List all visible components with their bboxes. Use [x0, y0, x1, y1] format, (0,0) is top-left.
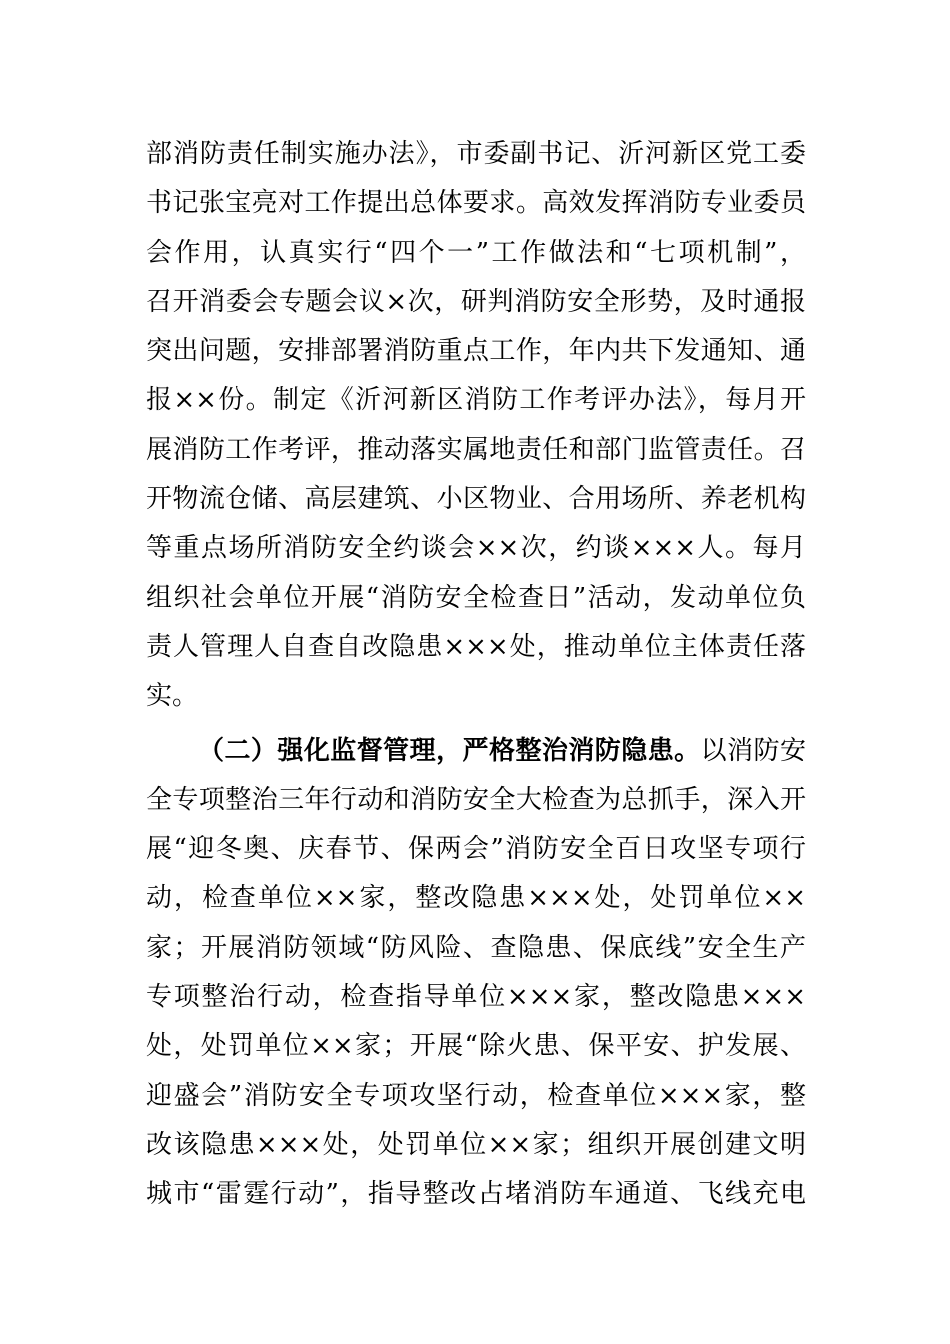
heading-line-rest: 以消防安: [700, 735, 806, 766]
text-line: 专项整治行动，检查指导单位×××家，整改隐患×××: [146, 982, 806, 1013]
text-line: 召开消委会专题会议×次，研判消防安全形势，及时通报: [146, 286, 806, 317]
heading-line: [146, 727, 806, 776]
text-line: 部消防责任制实施办法》，市委副书记、沂河新区党工委: [146, 139, 806, 169]
text-line: 城市“雷霆行动”，指导整改占堵消防车通道、飞线充电: [146, 1179, 806, 1210]
text-line: 家；开展消防领域“防风险、查隐患、保底线”安全生产: [146, 932, 806, 963]
text-line: 实。: [146, 681, 199, 712]
text-line: 组织社会单位开展“消防安全检查日”活动，发动单位负: [146, 582, 806, 613]
text-line: 全专项整治三年行动和消防安全大检查为总抓手，深入开: [146, 784, 806, 815]
body-text: [146, 130, 806, 1220]
paragraph-2: [146, 727, 806, 1220]
text-line: 开物流仓储、高层建筑、小区物业、合用场所、养老机构: [146, 484, 806, 515]
text-line: 改该隐患×××处，处罚单位××家；组织开展创建文明: [146, 1129, 806, 1160]
paragraph-1: [146, 130, 806, 722]
text-line: 报××份。制定《沂河新区消防工作考评办法》，每月开: [146, 385, 806, 416]
text-line: 展“迎冬奥、庆春节、保两会”消防安全百日攻坚专项行: [146, 834, 806, 865]
text-line: 责人管理人自查自改隐患×××处，推动单位主体责任落: [146, 631, 806, 662]
text-line: 突出问题，安排部署消防重点工作，年内共下发通知、通: [146, 336, 806, 367]
text-line: 动，检查单位××家，整改隐患×××处，处罚单位××: [146, 883, 806, 914]
text-line: 会作用，认真实行“四个一”工作做法和“七项机制”，: [146, 237, 806, 268]
section-heading: （二）强化监督管理，严格整治消防隐患。: [198, 735, 701, 766]
text-line: 等重点场所消防安全约谈会××次，约谈×××人。每月: [146, 533, 806, 564]
text-line: 处，处罚单位××家；开展“除火患、保平安、护发展、: [146, 1031, 806, 1062]
text-line: 书记张宝亮对工作提出总体要求。高效发挥消防专业委员: [146, 188, 806, 219]
text-line: 迎盛会”消防安全专项攻坚行动，检查单位×××家，整: [146, 1080, 806, 1111]
text-line: 展消防工作考评，推动落实属地责任和部门监管责任。召: [146, 434, 806, 465]
